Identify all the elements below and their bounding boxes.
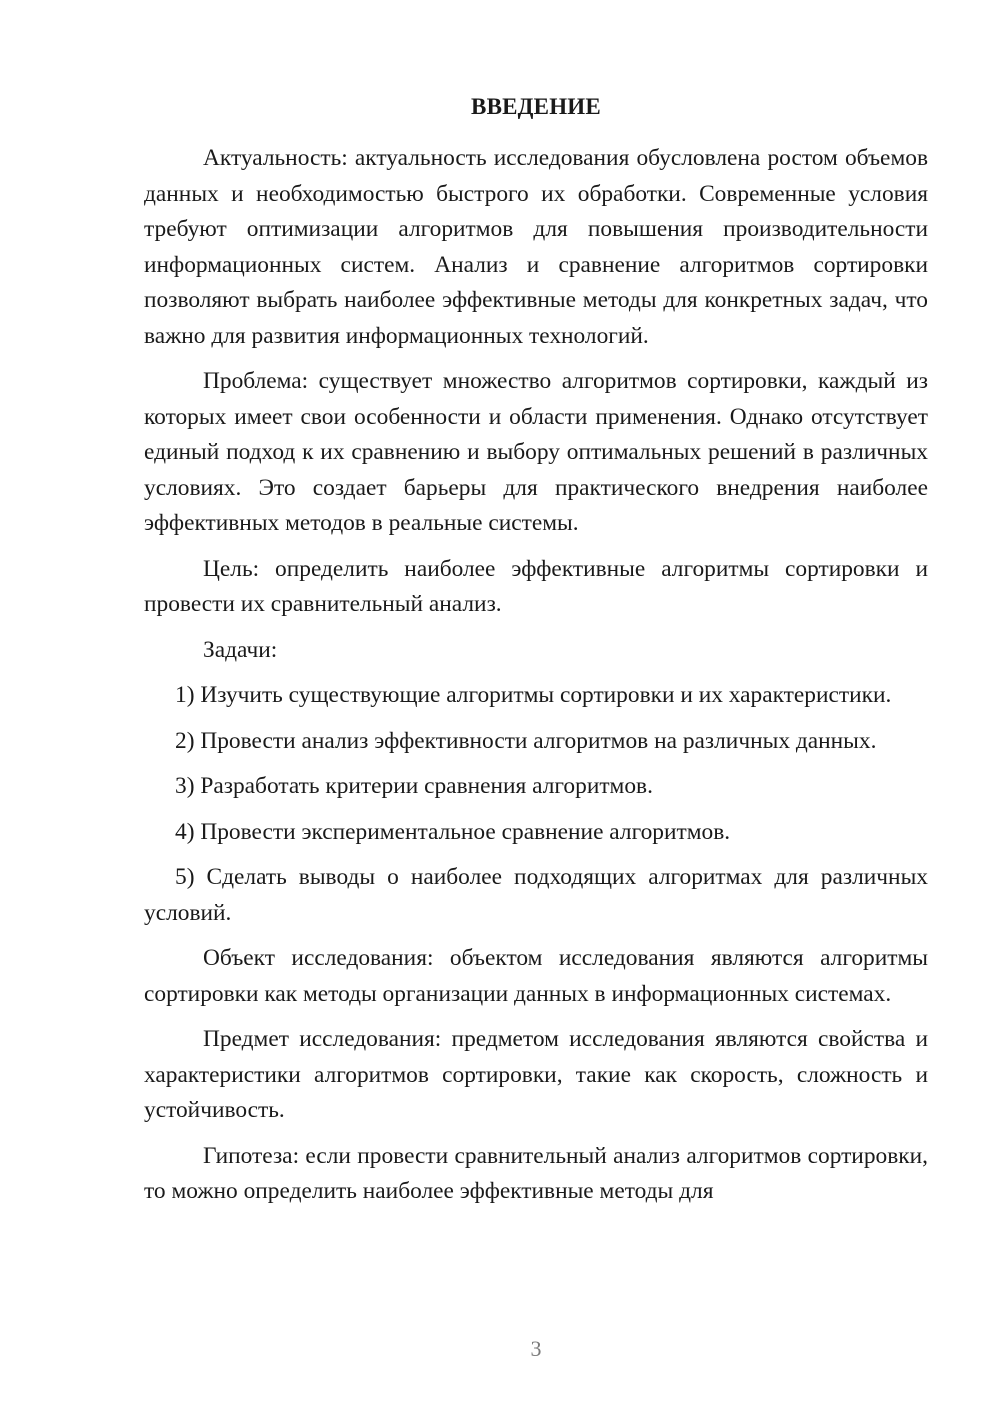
- list-item-task-4: 4) Провести экспериментальное сравнение алгоритмов.: [175, 818, 731, 845]
- paragraph-object: Объект исследования: объектом исследования являются алгоритмы сортировки как методы организации данных в информационных системах.: [144, 945, 928, 1007]
- page-title: ВВЕДЕНИЕ: [471, 94, 601, 119]
- paragraph-subject: Предмет исследования: предметом исследования являются свойства и характеристики алгоритмов сортировки, такие как скорость, сложность и устойчивость.: [144, 1026, 928, 1123]
- paragraph-hypothesis: Гипотеза: если провести сравнительный анализ алгоритмов сортировки, то можно определить наиболее эффективные методы для: [144, 1142, 928, 1204]
- document-body: [144, 141, 928, 1210]
- paragraph-problem: Проблема: существует множество алгоритмов сортировки, каждый из которых имеет свои особенности и области применения. Однако отсутствует единый подход к их сравнению и выбору оптимальных решений в различных условиях. Это создает барьеры для практического внедрения наиболее эффективных методов в реальные системы.: [144, 368, 928, 536]
- list-item-task-5: 5) Сделать выводы о наиболее подходящих алгоритмах для различных условий.: [144, 864, 928, 926]
- list-item-task-3: 3) Разработать критерии сравнения алгоритмов.: [175, 773, 653, 799]
- page-number: 3: [530, 1336, 542, 1361]
- paragraph-goal: Цель: определить наиболее эффективные алгоритмы сортировки и провести их сравнительный анализ.: [144, 555, 928, 617]
- paragraph-tasks-heading: Задачи:: [203, 636, 278, 663]
- list-item-task-1: 1) Изучить существующие алгоритмы сортировки и их характеристики.: [175, 682, 892, 708]
- paragraph-relevance: Актуальность: актуальность исследования обусловлена ростом объемов данных и необходимостью быстрого их обработки. Современные условия требуют оптимизации алгоритмов для повышения производительности информационных систем. Анализ и сравнение алгоритмов сортировки позволяют выбрать наиболее эффективные методы для конкретных задач, что важно для развития информационных технологий.: [144, 145, 928, 349]
- list-item-task-2: 2) Провести анализ эффективности алгоритмов на различных данных.: [175, 727, 877, 754]
